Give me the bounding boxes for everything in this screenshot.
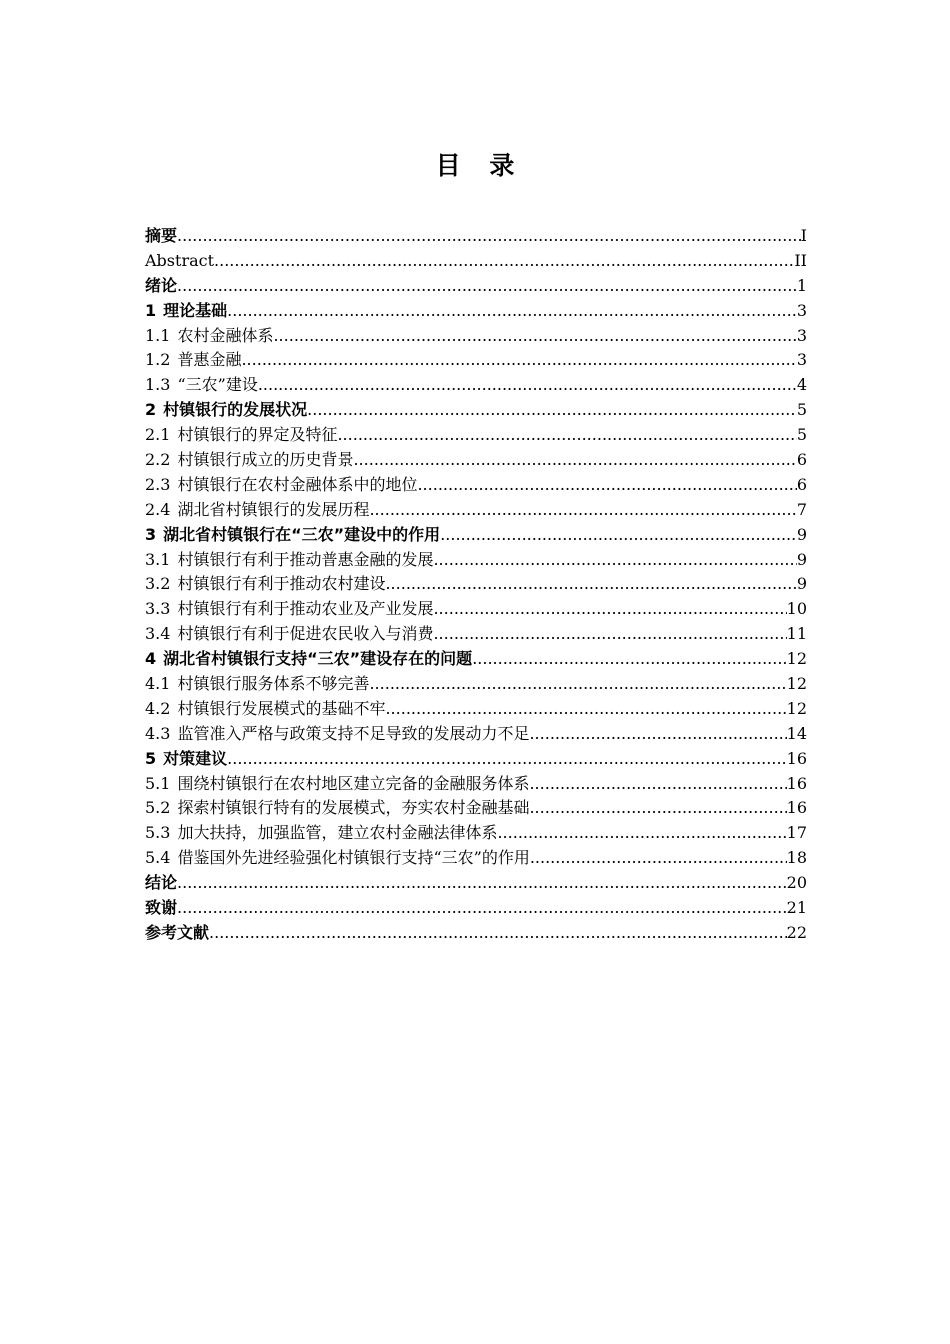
toc-entry[interactable]: [145, 597, 807, 622]
toc-entry[interactable]: [145, 548, 807, 573]
toc-entry-number: 2.3: [145, 474, 171, 494]
toc-entry-page-number: 14: [786, 723, 807, 743]
toc-entry-page-number: 17: [786, 823, 807, 843]
toc-entry[interactable]: [145, 846, 807, 871]
toc-entry[interactable]: [145, 473, 807, 498]
toc-entry-page-number: 12: [786, 674, 807, 694]
toc-entry-number: 5.2: [145, 798, 171, 818]
toc-entry-title: 村镇银行有利于推动农业及产业发展: [177, 599, 434, 619]
toc-dot-leader: [273, 324, 796, 349]
toc-entry-title: 村镇银行的发展状况: [163, 400, 308, 420]
toc-entry-page-number: 6: [796, 474, 807, 494]
toc-entry-number: 1.3: [145, 375, 171, 395]
toc-entry-title: 湖北省村镇银行在“三农”建设中的作用: [163, 524, 441, 544]
toc-entry-page-number: 5: [796, 400, 807, 420]
toc-dot-leader: [433, 548, 796, 573]
toc-entry[interactable]: [145, 921, 807, 946]
toc-dot-leader: [177, 274, 797, 299]
toc-entry[interactable]: [145, 572, 807, 597]
toc-entry[interactable]: [145, 498, 807, 523]
toc-entry-page-number: 9: [796, 524, 807, 544]
toc-dot-leader: [177, 224, 801, 249]
toc-entry[interactable]: [145, 348, 807, 373]
toc-entry-title: 普惠金融: [177, 350, 242, 370]
toc-entry-title: 村镇银行发展模式的基础不牢: [177, 698, 386, 718]
toc-entry-number: 2.4: [145, 499, 171, 519]
toc-entry[interactable]: [145, 672, 807, 697]
toc-entry[interactable]: [145, 249, 807, 274]
toc-entry[interactable]: [145, 274, 807, 299]
toc-dot-leader: [497, 821, 786, 846]
toc-dot-leader: [385, 572, 796, 597]
toc-entry-number: 1: [145, 300, 157, 320]
toc-entry-number: 5: [145, 748, 157, 768]
toc-dot-leader: [529, 796, 786, 821]
toc-entry-page-number: 9: [796, 574, 807, 594]
toc-entry[interactable]: [145, 448, 807, 473]
toc-entry-page-number: 22: [786, 922, 807, 942]
toc-entry-page-number: 4: [796, 375, 807, 395]
toc-dot-leader: [433, 597, 786, 622]
toc-entry-title: 村镇银行成立的历史背景: [177, 450, 354, 470]
toc-entry-title: 致谢: [145, 898, 178, 918]
toc-entry-number: 5.1: [145, 773, 171, 793]
toc-entry[interactable]: [145, 697, 807, 722]
toc-dot-leader: [417, 473, 796, 498]
toc-entry-number: 2.2: [145, 450, 171, 470]
toc-entry-page-number: 10: [786, 599, 807, 619]
toc-entry-page-number: 12: [786, 649, 807, 669]
toc-dot-leader: [353, 448, 796, 473]
toc-entry-number: 4.2: [145, 698, 171, 718]
toc-entry-number: 3.4: [145, 624, 171, 644]
toc-entry-number: 4.1: [145, 674, 171, 694]
toc-dot-leader: [440, 523, 797, 548]
toc-entry-page-number: 3: [796, 300, 807, 320]
toc-entry[interactable]: [145, 747, 807, 772]
toc-entry-page-number: II: [794, 250, 807, 270]
toc-dot-leader: [227, 747, 786, 772]
toc-dot-leader: [472, 647, 786, 672]
toc-entry[interactable]: [145, 647, 807, 672]
toc-entry[interactable]: [145, 523, 807, 548]
toc-entry-title: 村镇银行有利于促进农民收入与消费: [177, 624, 434, 644]
toc-entry[interactable]: [145, 398, 807, 423]
toc-entry[interactable]: [145, 896, 807, 921]
toc-entry-page-number: 1: [796, 275, 807, 295]
toc-entry[interactable]: [145, 622, 807, 647]
toc-entry-title: 围绕村镇银行在农村地区建立完备的金融服务体系: [177, 773, 530, 793]
toc-entry-page-number: 12: [786, 698, 807, 718]
toc-entry-title: 村镇银行的界定及特征: [177, 425, 338, 445]
toc-dot-leader: [529, 722, 786, 747]
toc-entry[interactable]: [145, 324, 807, 349]
toc-entry[interactable]: [145, 722, 807, 747]
page-title: 目 录: [435, 150, 525, 180]
toc-entry-title: 加大扶持，加强监管，建立农村金融法律体系: [177, 823, 498, 843]
toc-entry[interactable]: [145, 224, 807, 249]
toc-dot-leader: [227, 299, 797, 324]
toc-entry-title: 湖北省村镇银行支持“三农”建设存在的问题: [163, 649, 473, 669]
toc-entry-number: 1.1: [145, 325, 171, 345]
toc-dot-leader: [241, 348, 796, 373]
toc-entry[interactable]: [145, 373, 807, 398]
toc-dot-leader: [209, 921, 787, 946]
toc-entry[interactable]: [145, 871, 807, 896]
toc-entry-number: 3.1: [145, 549, 171, 569]
toc-dot-leader: [307, 398, 797, 423]
toc-entry-page-number: 6: [796, 450, 807, 470]
toc-entry-title: 参考文献: [145, 922, 210, 942]
toc-entry-title: 借鉴国外先进经验强化村镇银行支持“三农”的作用: [177, 848, 530, 868]
toc-entry[interactable]: [145, 796, 807, 821]
toc-entry-page-number: 16: [786, 748, 807, 768]
toc-entry-title: “三农”建设: [177, 375, 258, 395]
toc-entry[interactable]: [145, 772, 807, 797]
toc-entry-number: 5.3: [145, 823, 171, 843]
toc-entry-page-number: 7: [796, 499, 807, 519]
toc-entry-title: 湖北省村镇银行的发展历程: [177, 499, 370, 519]
toc-entry-title: 村镇银行在农村金融体系中的地位: [177, 474, 418, 494]
toc-entry-title: 村镇银行有利于推动农村建设: [177, 574, 386, 594]
toc-entry-title: 农村金融体系: [177, 325, 274, 345]
toc-entry[interactable]: [145, 299, 807, 324]
toc-dot-leader: [433, 622, 786, 647]
toc-entry-page-number: 3: [796, 325, 807, 345]
toc-entry-number: 2.1: [145, 425, 171, 445]
toc-entry-title: 村镇银行服务体系不够完善: [177, 674, 370, 694]
toc-entry-title: 探索村镇银行特有的发展模式，夯实农村金融基础: [177, 798, 530, 818]
toc-entry-page-number: 11: [786, 624, 807, 644]
toc-entry-page-number: I: [800, 226, 807, 245]
toc-entry-page-number: 20: [786, 873, 807, 893]
toc-entry-page-number: 16: [786, 798, 807, 818]
toc-entry-number: 4.3: [145, 723, 171, 743]
toc-entry-page-number: 5: [796, 425, 807, 445]
toc-entry-page-number: 3: [796, 350, 807, 370]
toc-dot-leader: [337, 423, 796, 448]
toc-entry-number: 3.2: [145, 574, 171, 594]
toc-dot-leader: [385, 697, 786, 722]
toc-entry-number: 1.2: [145, 350, 171, 370]
toc-dot-leader: [530, 846, 787, 871]
toc-entry[interactable]: [145, 821, 807, 846]
toc-dot-leader: [369, 672, 786, 697]
toc-entry-title: 绪论: [145, 275, 178, 295]
toc-entry-title: 摘要: [145, 226, 178, 245]
toc-entry-page-number: 9: [796, 549, 807, 569]
toc-entry-title: 结论: [145, 873, 178, 893]
toc-dot-leader: [177, 896, 787, 921]
toc-entry-page-number: 18: [786, 848, 807, 868]
toc-dot-leader: [369, 498, 796, 523]
toc-entry-number: 4: [145, 649, 157, 669]
toc-entry-number: 3.3: [145, 599, 171, 619]
toc-dot-leader: [258, 373, 797, 398]
toc-entry-title: 对策建议: [163, 748, 228, 768]
toc-entry-page-number: 21: [786, 898, 807, 918]
toc-entry[interactable]: [145, 423, 807, 448]
toc-entry-number: 3: [145, 524, 157, 544]
toc-entry-title: 理论基础: [163, 300, 228, 320]
toc-entry-number: 5.4: [145, 848, 171, 868]
toc-dot-leader: [214, 249, 794, 274]
toc-entry-title: 监管准入严格与政策支持不足导致的发展动力不足: [177, 723, 530, 743]
toc-dot-leader: [529, 772, 786, 797]
toc-dot-leader: [177, 871, 787, 896]
table-of-contents: [145, 224, 807, 946]
toc-entry-number: 2: [145, 400, 157, 420]
toc-entry-title: 村镇银行有利于推动普惠金融的发展: [177, 549, 434, 569]
toc-entry-page-number: 16: [786, 773, 807, 793]
toc-entry-title: Abstract: [145, 250, 215, 270]
